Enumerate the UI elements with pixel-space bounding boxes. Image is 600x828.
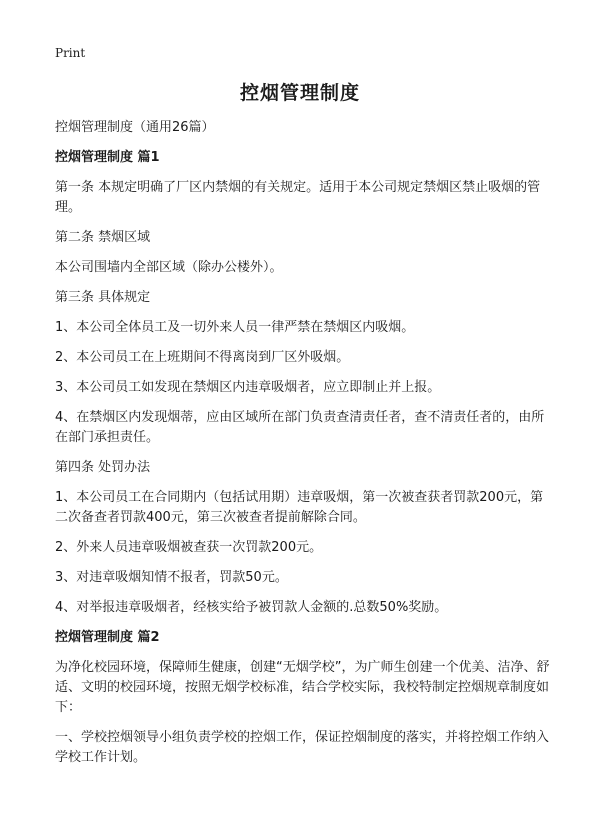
- paragraph: 2、本公司员工在上班期间不得离岗到厂区外吸烟。: [55, 350, 350, 365]
- section-heading: 控烟管理制度 篇2: [55, 630, 160, 645]
- section-1: [55, 148, 555, 618]
- paragraph: 4、对举报违章吸烟者，经核实给予被罚款人金额的.总数50%奖励。: [55, 600, 448, 615]
- paragraph: 2、外来人员违章吸烟被查获一次罚款200元。: [55, 540, 323, 555]
- paragraph: 1、本公司员工在合同期内（包括试用期）违章吸烟，第一次被查获者罚款200元，第二次备查者罚款400元，第三次被查者提前解除合同。: [55, 490, 544, 525]
- paragraph: 第二条 禁烟区域: [55, 230, 151, 245]
- paragraph: 1、本公司全体员工及一切外来人员一律严禁在禁烟区内吸烟。: [55, 320, 415, 335]
- document-subtitle: 控烟管理制度（通用26篇）: [55, 120, 215, 135]
- document-body: [55, 118, 555, 778]
- paragraph: 一、学校控烟领导小组负责学校的控烟工作，保证控烟制度的落实，并将控烟工作纳入学校工作计划。: [55, 730, 550, 765]
- paragraph: 4、在禁烟区内发现烟蒂，应由区域所在部门负责查清责任者，查不清责任者的，由所在部门承担责任。: [55, 410, 545, 445]
- paragraph: 3、对违章吸烟知情不报者，罚款50元。: [55, 570, 288, 585]
- section-2: [55, 628, 555, 768]
- paragraph: 为净化校园环境，保障师生健康，创建“无烟学校”，为广师生创建一个优美、洁净、舒适、文明的校园环境，按照无烟学校标准，结合学校实际，我校特制定控烟规章制度如下：: [55, 660, 550, 715]
- section-heading: 控烟管理制度 篇1: [55, 150, 160, 165]
- paragraph: 第三条 具体规定: [55, 290, 151, 305]
- paragraph: 本公司围墙内全部区域（除办公楼外）。: [55, 260, 283, 275]
- print-link[interactable]: Print: [55, 46, 86, 60]
- paragraph: 第一条 本规定明确了厂区内禁烟的有关规定。适用于本公司规定禁烟区禁止吸烟的管理。: [55, 180, 541, 215]
- paragraph: 3、本公司员工如发现在禁烟区内违章吸烟者，应立即制止并上报。: [55, 380, 441, 395]
- paragraph: 第四条 处罚办法: [55, 460, 151, 475]
- document-title: 控烟管理制度: [239, 82, 360, 104]
